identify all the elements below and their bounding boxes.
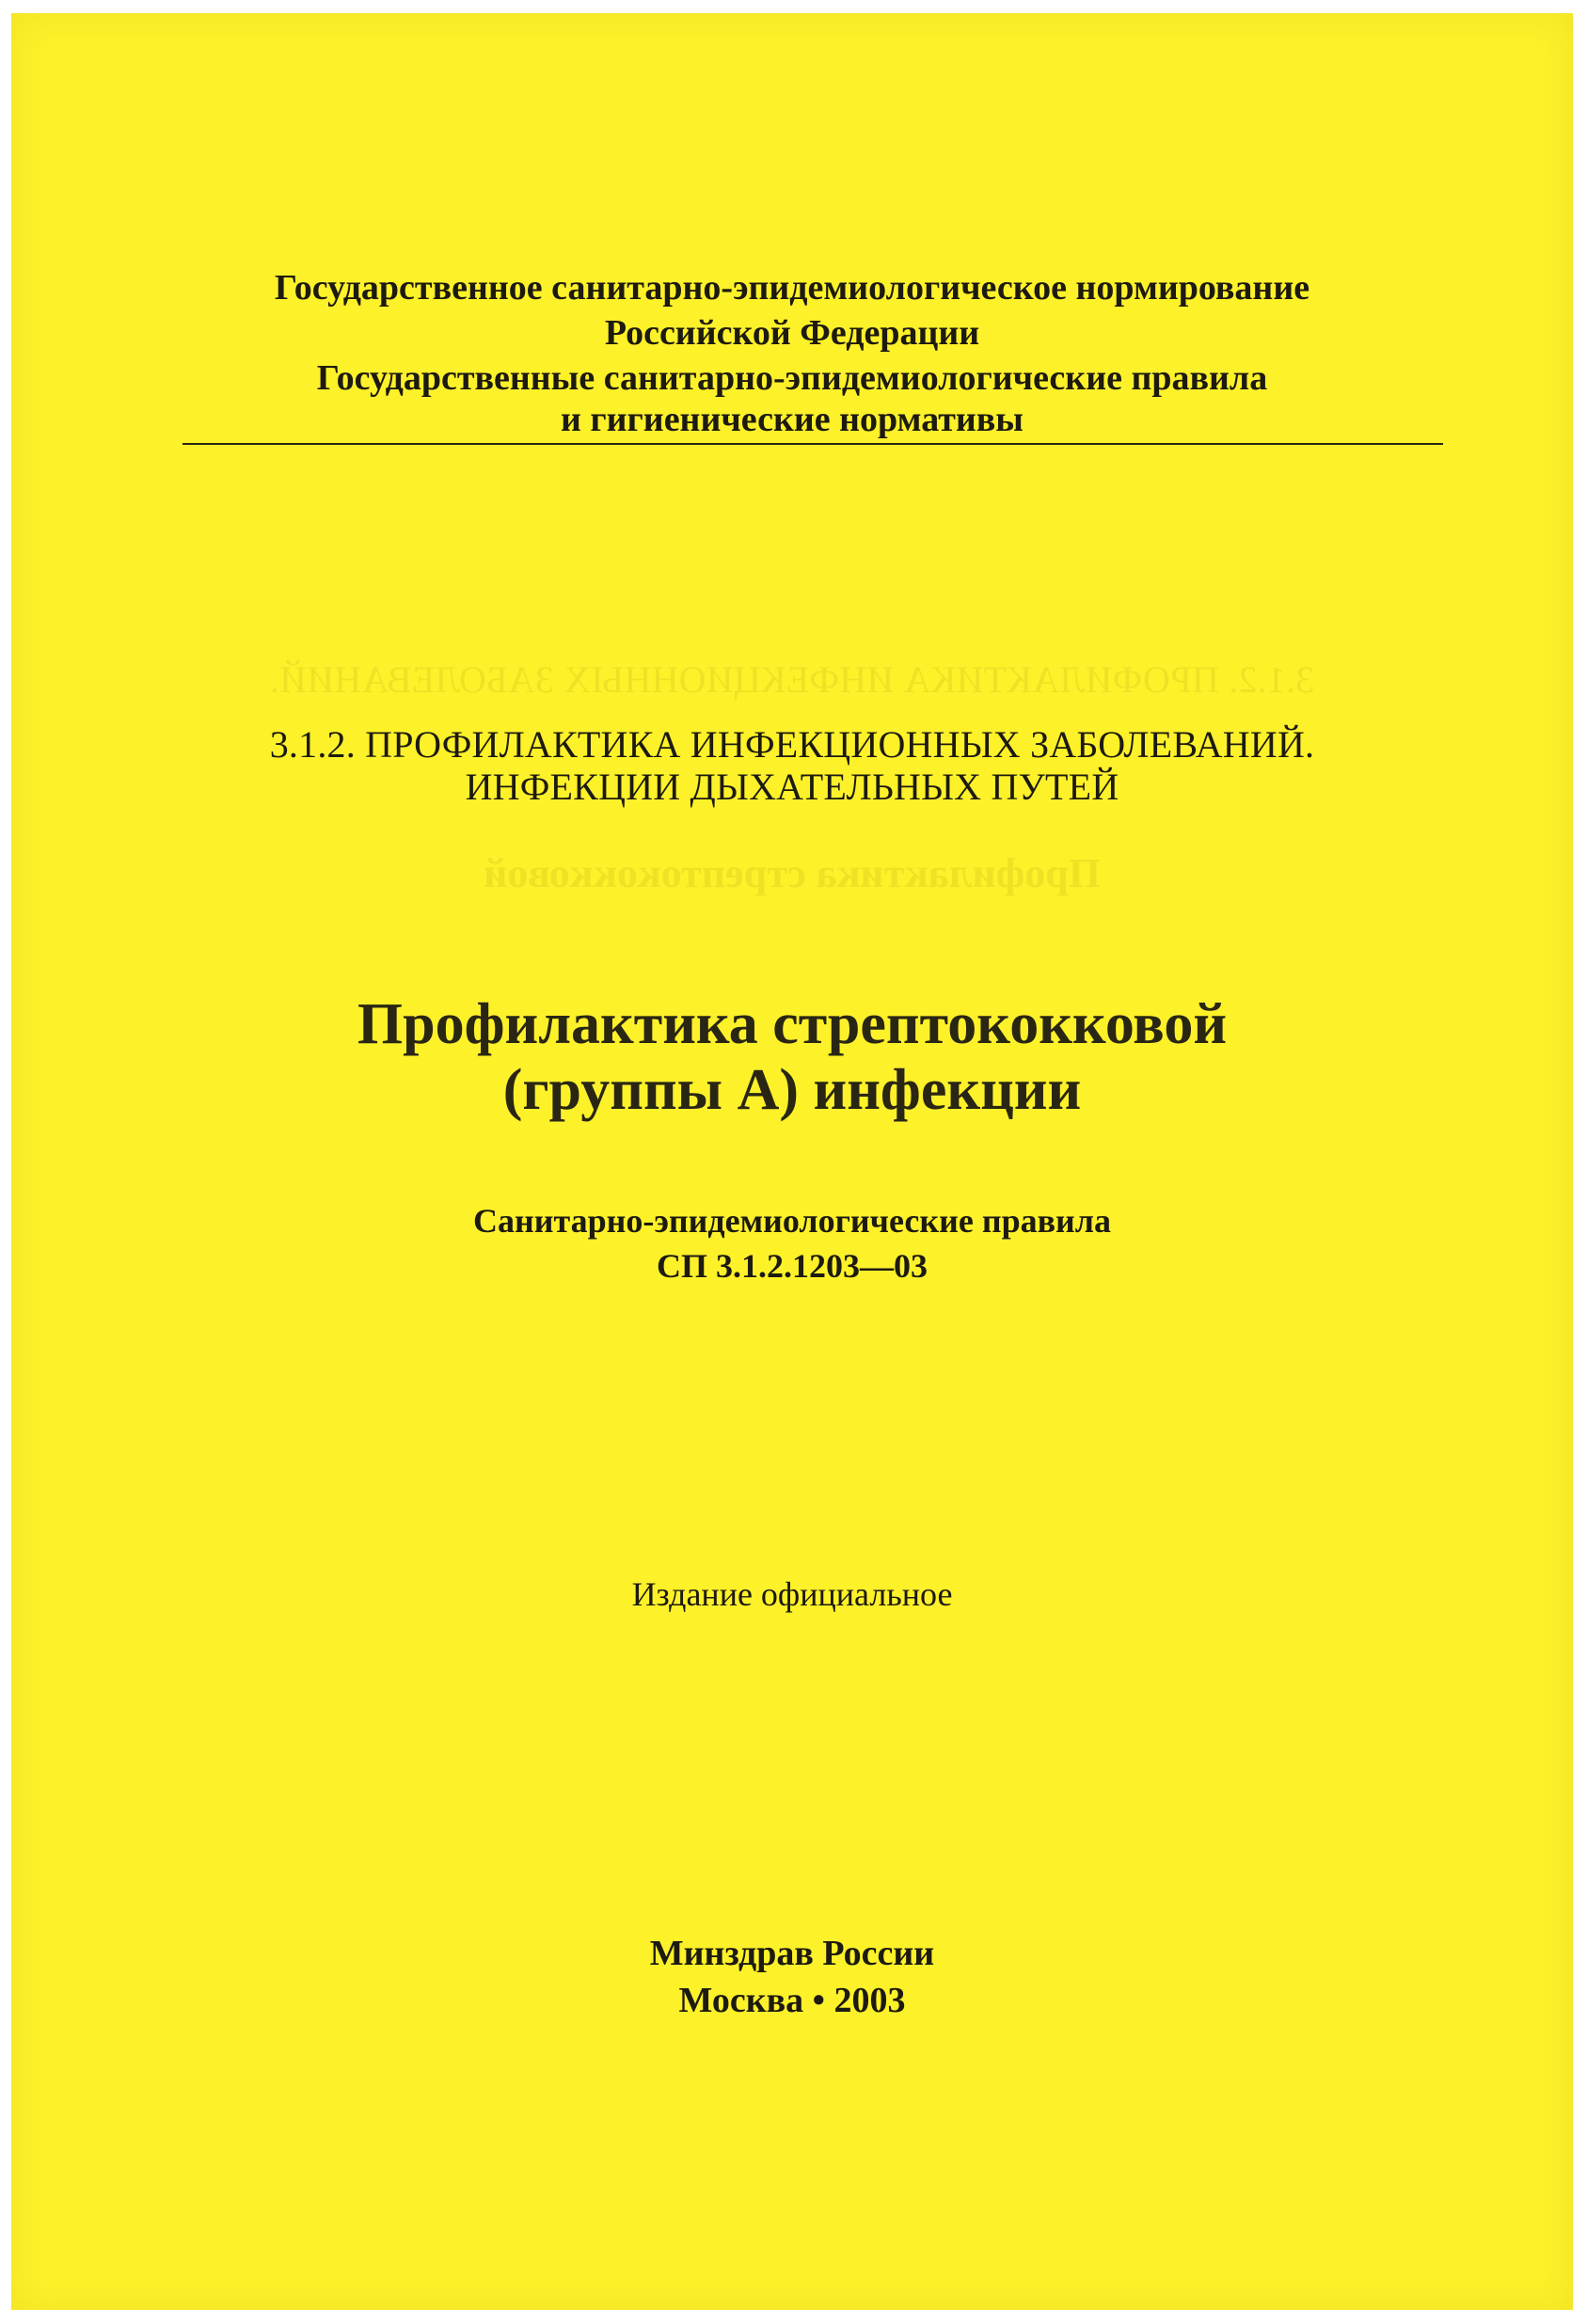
section-line-2: ИНФЕКЦИИ ДЫХАТЕЛЬНЫХ ПУТЕЙ bbox=[465, 766, 1119, 808]
rules-code: СП 3.1.2.1203—03 bbox=[657, 1247, 928, 1285]
section-line-1: 3.1.2. ПРОФИЛАКТИКА ИНФЕКЦИОННЫХ ЗАБОЛЕВАНИЙ. bbox=[269, 723, 1315, 766]
header-line-1: Государственное санитарно-эпидемиологическое нормирование bbox=[274, 268, 1310, 308]
cover-page bbox=[11, 13, 1573, 2310]
bleed-through-line: Профилактика стрептококковой bbox=[484, 850, 1101, 896]
document-title-line-1: Профилактика стрептококковой bbox=[357, 992, 1228, 1056]
bleed-through-line: 3.1.2. ПРОФИЛАКТИКА ИНФЕКЦИОННЫХ ЗАБОЛЕВАНИЙ. bbox=[269, 658, 1315, 701]
document-title-line-2: (группы А) инфекции bbox=[502, 1058, 1082, 1122]
publisher-name: Минздрав России bbox=[649, 1934, 935, 1973]
rules-type: Санитарно-эпидемиологические правила bbox=[473, 1202, 1111, 1240]
publication-place-year: Москва • 2003 bbox=[678, 1981, 906, 2020]
header-line-3: Государственные санитарно-эпидемиологические правила bbox=[316, 358, 1268, 398]
header-line-4: и гигиенические нормативы bbox=[561, 400, 1024, 439]
edition-label: Издание официальное bbox=[631, 1575, 953, 1613]
header-line-2: Российской Федерации bbox=[604, 313, 980, 353]
header-divider bbox=[183, 443, 1443, 445]
